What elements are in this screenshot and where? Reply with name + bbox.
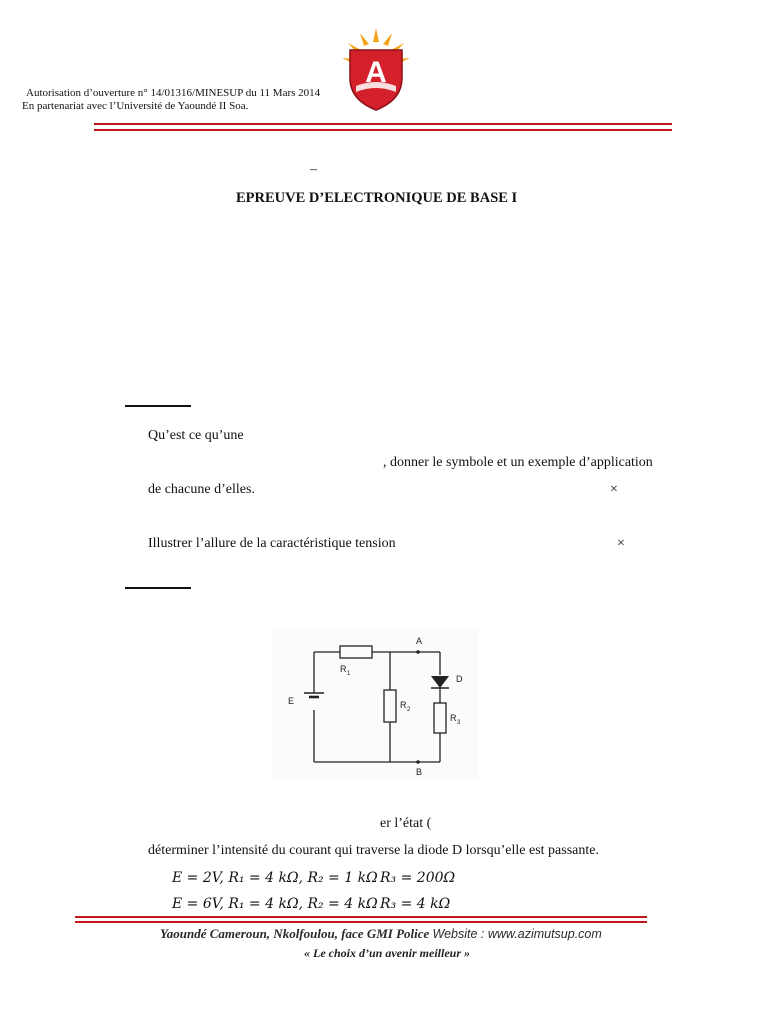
node-b-icon	[416, 760, 420, 764]
label-r2: R	[400, 700, 407, 710]
footer-address	[160, 926, 602, 942]
partnership-line: En partenariat avec l’Université de Yaoundé II Soa.	[22, 100, 249, 112]
question-1-line-3: de chacune d’elles.	[148, 482, 255, 497]
question-1-line-1: Qu’est ce qu’une	[148, 428, 244, 443]
label-e: E	[288, 696, 295, 706]
header-rule-top	[94, 123, 672, 125]
question-1-mark: ×	[610, 482, 618, 497]
case-1-r3: R₃ = 200Ω	[380, 870, 456, 886]
footer-website: Website : www.azimutsup.com	[432, 927, 602, 941]
state-fragment: er l’état (	[380, 816, 432, 831]
diode-current-instruction: déterminer l’intensité du courant qui traverse la diode D lorsqu’elle est passante.	[148, 843, 599, 858]
label-r3-sub: 3	[457, 720, 461, 726]
question-1-line-2: , donner le symbole et un exemple d’application	[383, 455, 653, 470]
dash: –	[310, 162, 317, 177]
label-b: B	[416, 767, 423, 777]
case-2-r3: R₃ = 4 kΩ	[380, 896, 451, 912]
footer-rule-bottom	[75, 921, 647, 923]
footer-rule-top	[75, 916, 647, 918]
logo-letter: A	[365, 56, 387, 89]
question-2-mark: ×	[617, 536, 625, 551]
authorization-line: Autorisation d’ouverture n° 14/01316/MINESUP du 11 Mars 2014	[26, 87, 321, 99]
node-a-icon	[416, 650, 420, 654]
page-title: EPREUVE D’ELECTRONIQUE DE BASE I	[236, 190, 518, 206]
case-1-values: E = 2V, R₁ = 4 kΩ, R₂ = 1 kΩ	[172, 870, 378, 886]
label-r2-sub: 2	[407, 707, 411, 713]
header-rule-bottom	[94, 129, 672, 131]
label-r1: R	[340, 664, 347, 674]
circuit-diagram	[272, 630, 478, 780]
label-d: D	[456, 674, 463, 684]
footer-motto: « Le choix d’un avenir meilleur »	[304, 946, 470, 960]
footer-address-text: Yaoundé Cameroun, Nkolfoulou, face GMI Police	[160, 926, 430, 941]
label-a: A	[416, 636, 423, 646]
case-2-values: E = 6V, R₁ = 4 kΩ, R₂ = 4 kΩ	[172, 896, 378, 912]
question-2: Illustrer l’allure de la caractéristique tension	[148, 536, 396, 551]
label-r1-sub: 1	[347, 671, 351, 677]
label-r3: R	[450, 713, 457, 723]
section-underline-2	[125, 587, 191, 589]
section-underline-1	[125, 405, 191, 407]
school-logo	[340, 28, 412, 112]
